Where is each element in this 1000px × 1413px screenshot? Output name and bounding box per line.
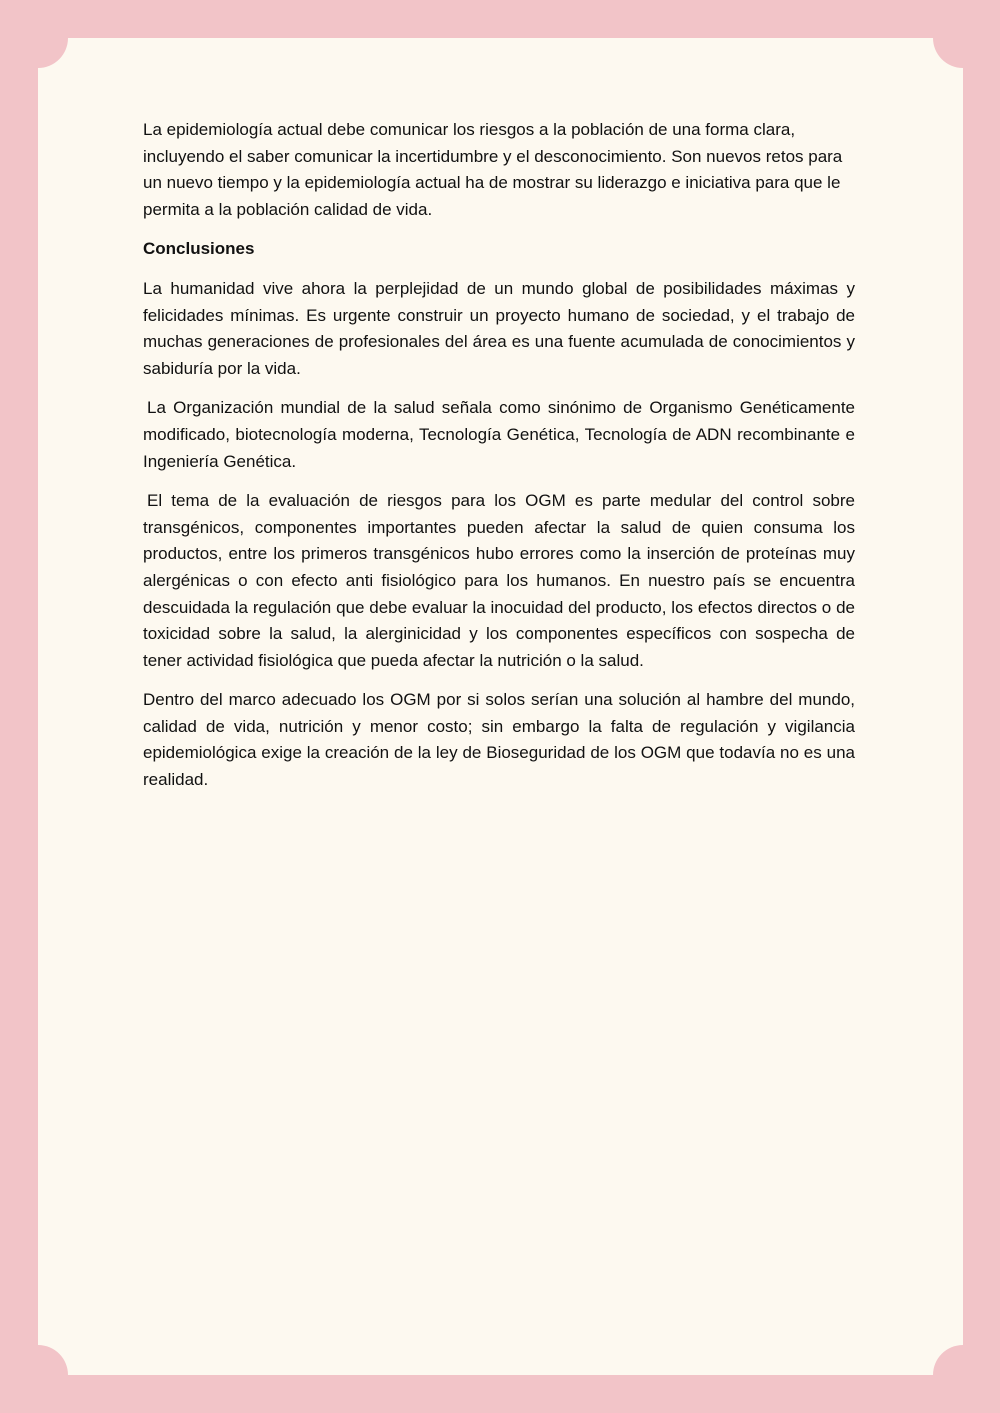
conclusions-heading: Conclusiones bbox=[143, 239, 255, 259]
corner-ornament-bottom-right bbox=[933, 1345, 993, 1405]
document-body bbox=[143, 117, 855, 807]
corner-ornament-top-right bbox=[933, 8, 993, 68]
corner-ornament-top-left bbox=[8, 8, 68, 68]
corner-ornament-bottom-left bbox=[8, 1345, 68, 1405]
intro-paragraph: La epidemiología actual debe comunicar los riesgos a la población de una forma clara, incluyendo el saber comunicar la incertidumbre y el desconocimiento. Son nuevos retos para un nuevo tiempo y la epidemiología actual ha de mostrar su liderazgo e iniciativa para que le permita a la población calidad de vida. bbox=[143, 120, 843, 219]
conclusion-paragraph-3: El tema de la evaluación de riesgos para los OGM es parte medular del control sobre transgénicos, componentes importantes pueden afectar la salud de quien consuma los productos, entre los primeros transgénicos hubo errores como la inserción de proteínas muy alergénicas o con efecto anti fisiológico para los humanos. En nuestro país se encuentra descuidada la regulación que debe evaluar la inocuidad del producto, los efectos directos o de toxicidad sobre la salud, la alerginicidad y los componentes específicos con sospecha de tener actividad fisiológica que pueda afectar la nutrición o la salud. bbox=[143, 491, 855, 670]
conclusion-paragraph-2: La Organización mundial de la salud señala como sinónimo de Organismo Genéticamente modificado, biotecnología moderna, Tecnología Genética, Tecnología de ADN recombinante e Ingeniería Genética. bbox=[143, 398, 855, 471]
conclusion-paragraph-1: La humanidad vive ahora la perplejidad de un mundo global de posibilidades máximas y felicidades mínimas. Es urgente construir un proyecto humano de sociedad, y el trabajo de muchas generaciones de profesionales del área es una fuente acumulada de conocimientos y sabiduría por la vida. bbox=[143, 278, 855, 378]
conclusion-paragraph-4: Dentro del marco adecuado los OGM por si solos serían una solución al hambre del mundo, calidad de vida, nutrición y menor costo; sin embargo la falta de regulación y vigilancia epidemiológica exige la creación de la ley de Bioseguridad de los OGM que todavía no es una realidad. bbox=[143, 690, 855, 790]
